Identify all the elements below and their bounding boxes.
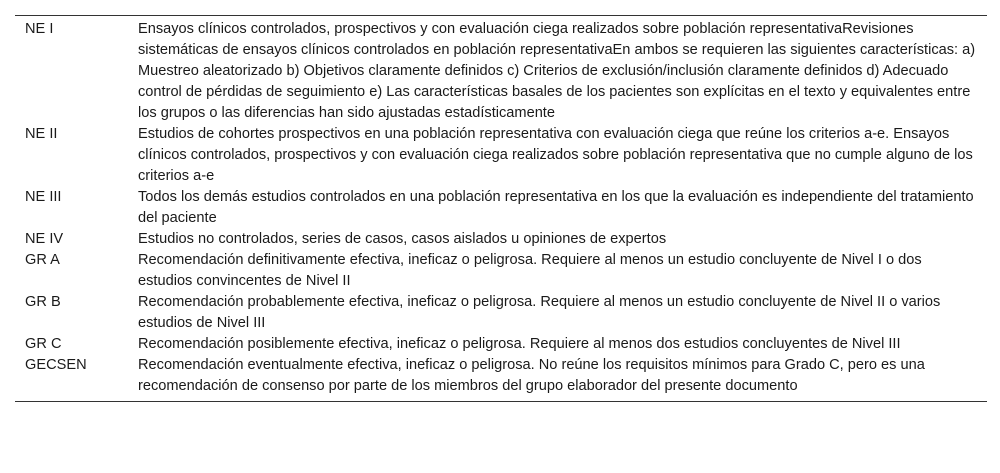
description-cell: Recomendación eventualmente efectiva, ineficaz o peligrosa. No reúne los requisitos mínimos para Grado C, pero es una recomendación de consenso por parte de los miembros del grupo elaborador del presente documento [138, 357, 925, 394]
level-cell: GECSEN [25, 357, 87, 373]
table-row [15, 334, 987, 355]
level-cell: NE I [25, 21, 54, 37]
description-cell: Ensayos clínicos controlados, prospectivos y con evaluación ciega realizados sobre población representativaRevisiones sistemáticas de ensayos clínicos controlados en población representativaEn ambos se requieren las siguientes características: a) Muestreo aleatorizado b) Objetivos claramente definidos c) Criterios de exclusión/inclusión claramente definidos d) Adecuado control de pérdidas de seguimiento e) Las características basales de los pacientes son explícitas en el texto y equivalentes entre los grupos o las diferencias han sido ajustadas estadísticamente [138, 21, 976, 121]
description-cell: Recomendación definitivamente efectiva, ineficaz o peligrosa. Requiere al menos un estudio concluyente de Nivel I o dos estudios convincentes de Nivel II [138, 252, 922, 289]
level-cell: GR B [25, 294, 61, 310]
level-cell: NE II [25, 126, 58, 142]
table-row [15, 355, 987, 402]
description-cell: Estudios no controlados, series de casos, casos aislados u opiniones de expertos [138, 231, 667, 247]
description-cell: Recomendación posiblemente efectiva, ineficaz o peligrosa. Requiere al menos dos estudios concluyentes de Nivel III [138, 336, 901, 352]
level-cell: NE IV [25, 231, 64, 247]
table-row [15, 16, 987, 125]
table-row [15, 250, 987, 292]
table-row [15, 124, 987, 187]
level-cell: GR A [25, 252, 60, 268]
level-cell: GR C [25, 336, 62, 352]
description-cell: Recomendación probablemente efectiva, ineficaz o peligrosa. Requiere al menos un estudio concluyente de Nivel II o varios estudios de Nivel III [138, 294, 941, 331]
description-cell: Todos los demás estudios controlados en una población representativa en los que la evaluación es independiente del tratamiento del paciente [138, 189, 974, 226]
table-row [15, 229, 987, 250]
table-row [15, 187, 987, 229]
evidence-levels-table [15, 15, 987, 402]
description-cell: Estudios de cohortes prospectivos en una población representativa con evaluación ciega que reúne los criterios a-e. Ensayos clínicos controlados, prospectivos y con evaluación ciega realizados sobre población representativa que no cumple alguno de los criterios a-e [138, 126, 973, 184]
level-cell: NE III [25, 189, 62, 205]
table-row [15, 292, 987, 334]
